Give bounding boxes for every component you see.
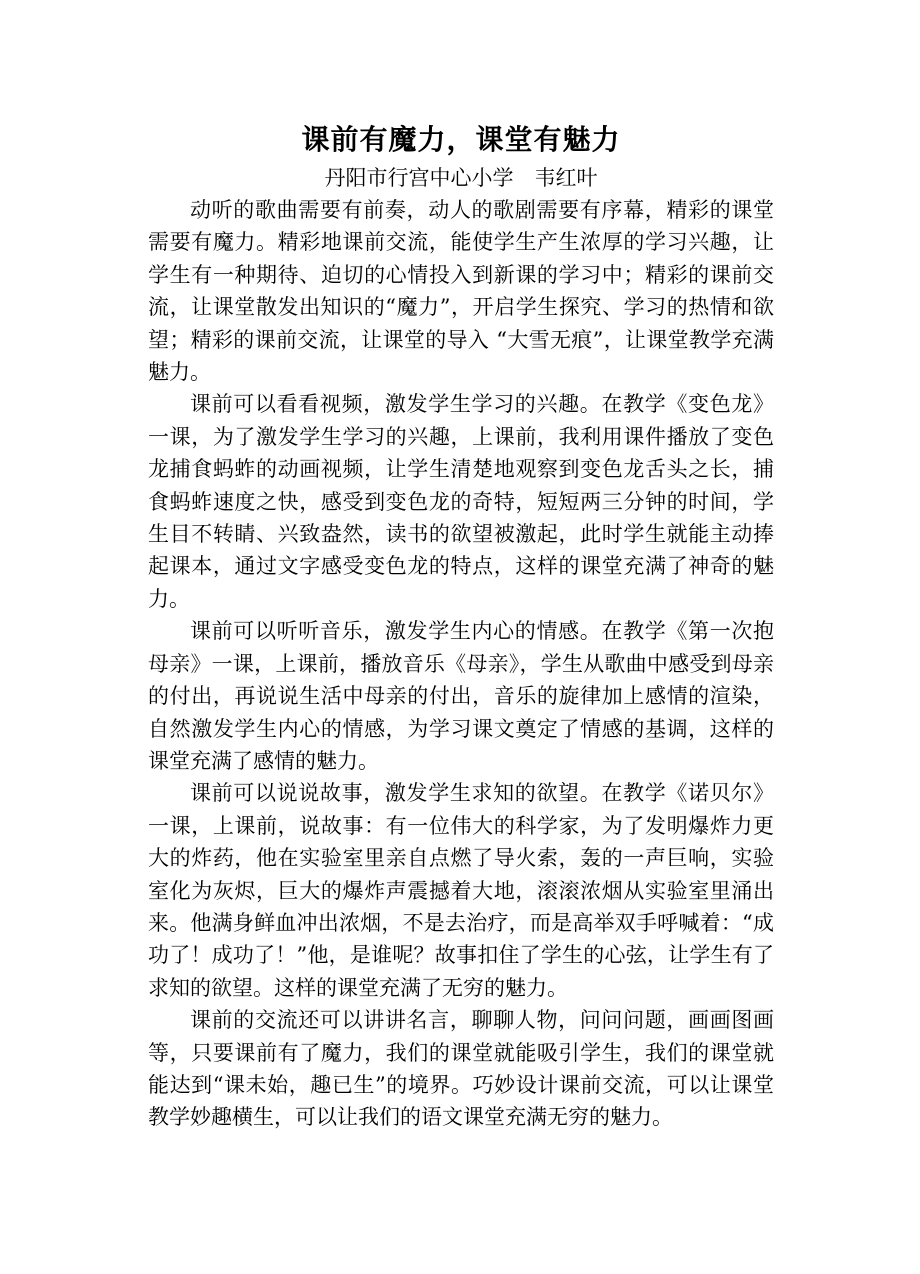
article <box>148 118 774 1134</box>
author-byline: 丹阳市行宫中心小学 韦红叶 <box>324 166 598 190</box>
paragraph-intro: 动听的歌曲需要有前奏，动人的歌剧需要有序幕，精彩的课堂需要有魔力。精彩地课前交流，能使学生产生浓厚的学习兴趣，让学生有一种期待、迫切的心情投入到新课的学习中；精彩的课前交流，让课堂散发出知识的“魔力”，开启学生探究、学习的热情和欲望；精彩的课前交流，让课堂的导入 “大雪无痕”，让课堂教学充满魅力。 <box>148 198 774 385</box>
paragraph-story: 课前可以说说故事，激发学生求知的欲望。在教学《诺贝尔》一课，上课前，说故事：有一位伟大的科学家，为了发明爆炸力更大的炸药，他在实验室里亲自点燃了导火索，轰的一声巨响，实验室化为灰烬，巨大的爆炸声震撼着大地，滚滚浓烟从实验室里涌出来。他满身鲜血冲出浓烟，不是去治疗，而是高举双手呼喊着：“成功了！成功了！”他，是谁呢？故事扣住了学生的心弦，让学生有了求知的欲望。这样的课堂充满了无穷的魅力。 <box>148 781 774 1000</box>
paragraph-music: 课前可以听听音乐，激发学生内心的情感。在教学《第一次抱母亲》一课，上课前，播放音乐《母亲》，学生从歌曲中感受到母亲的付出，再说说生活中母亲的付出，音乐的旋律加上感情的渲染，自然激发学生内心的情感，为学习课文奠定了情感的基调，这样的课堂充满了感情的魅力。 <box>148 619 774 773</box>
paragraph-conclusion: 课前的交流还可以讲讲名言，聊聊人物，问问问题，画画图画等，只要课前有了魔力，我们的课堂就能吸引学生，我们的课堂就能达到“课未始，趣已生”的境界。巧妙设计课前交流，可以让课堂教学妙趣横生，可以让我们的语文课堂充满无穷的魅力。 <box>148 1008 774 1130</box>
paragraph-video: 课前可以看看视频，激发学生学习的兴趣。在教学《变色龙》一课，为了激发学生学习的兴趣，上课前，我利用课件播放了变色龙捕食蚂蚱的动画视频，让学生清楚地观察到变色龙舌头之长，捕食蚂蚱速度之快，感受到变色龙的奇特，短短两三分钟的时间，学生目不转睛、兴致盎然，读书的欲望被激起，此时学生就能主动捧起课本，通过文字感受变色龙的特点，这样的课堂充满了神奇的魅力。 <box>148 392 774 611</box>
article-title: 课前有魔力，课堂有魅力 <box>301 123 621 156</box>
